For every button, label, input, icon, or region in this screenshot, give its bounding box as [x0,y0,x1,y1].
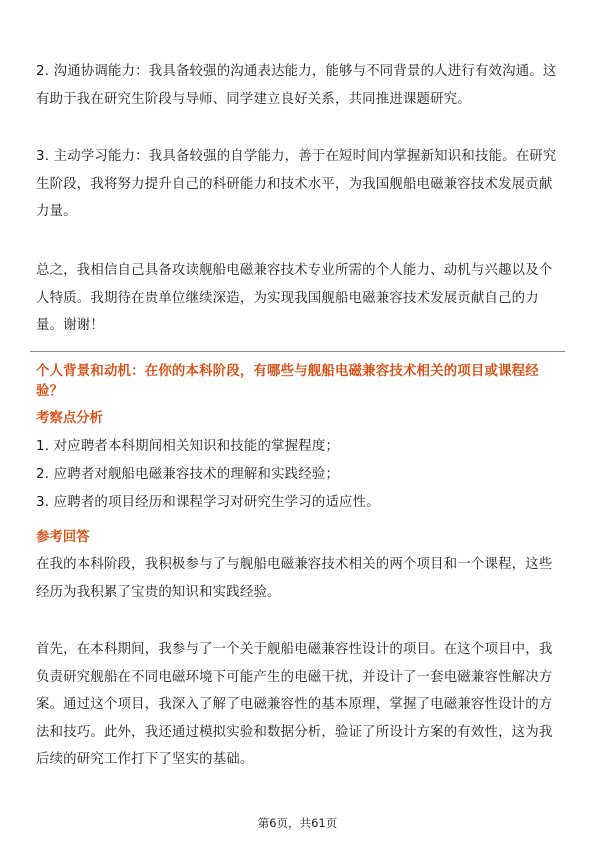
answer-paragraph-project: 首先，在本科期间，我参与了一个关于舰船电磁兼容性设计的项目。在这个项目中，我负责研究舰船在不同电磁环境下可能产生的电磁干扰，并设计了一套电磁兼容性解决方案。通过这个项目，我深入了解了电磁兼容性的基本原理，掌握了电磁兼容性设计的方法和技巧。此外，我还通过模拟实验和数据分析，验证了所设计方案的有效性，这为我后续的研究工作打下了坚实的基础。 [36,642,553,767]
analysis-item: 2. 应聘者对舰船电磁兼容技术的理解和实践经验； [36,467,340,482]
paragraph-conclusion: 总之，我相信自己具备攻读舰船电磁兼容技术专业所需的个人能力、动机与兴趣以及个人特质。我期待在贵单位继续深造，为实现我国舰船电磁兼容技术发展贡献自己的力量。谢谢！ [36,263,553,333]
question-heading: 个人背景和动机：在你的本科阶段，有哪些与舰船电磁兼容技术相关的项目或课程经验？ [36,364,539,399]
paragraph-communication-skill: 2. 沟通协调能力：我具备较强的沟通表达能力，能够与不同背景的人进行有效沟通。这有助于我在研究生阶段与导师、同学建立良好关系，共同推进课题研究。 [36,64,557,107]
section-divider [30,351,565,352]
analysis-item: 1. 对应聘者本科期间相关知识和技能的掌握程度； [36,439,340,454]
answer-paragraph-intro: 在我的本科阶段，我积极参与了与舰船电磁兼容技术相关的两个项目和一个课程，这些经历为我积累了宝贵的知识和实践经验。 [36,557,553,600]
paragraph-learning-skill: 3. 主动学习能力：我具备较强的自学能力，善于在短时间内掌握新知识和技能。在研究生阶段，我将努力提升自己的科研能力和技术水平，为我国舰船电磁兼容技术发展贡献力量。 [36,149,557,219]
page-number: 第6页，共61页 [257,816,338,830]
analysis-heading: 考察点分析 [36,411,103,426]
analysis-item: 3. 应聘者的项目经历和课程学习对研究生学习的适应性。 [36,495,380,510]
answer-heading: 参考回答 [36,530,90,545]
